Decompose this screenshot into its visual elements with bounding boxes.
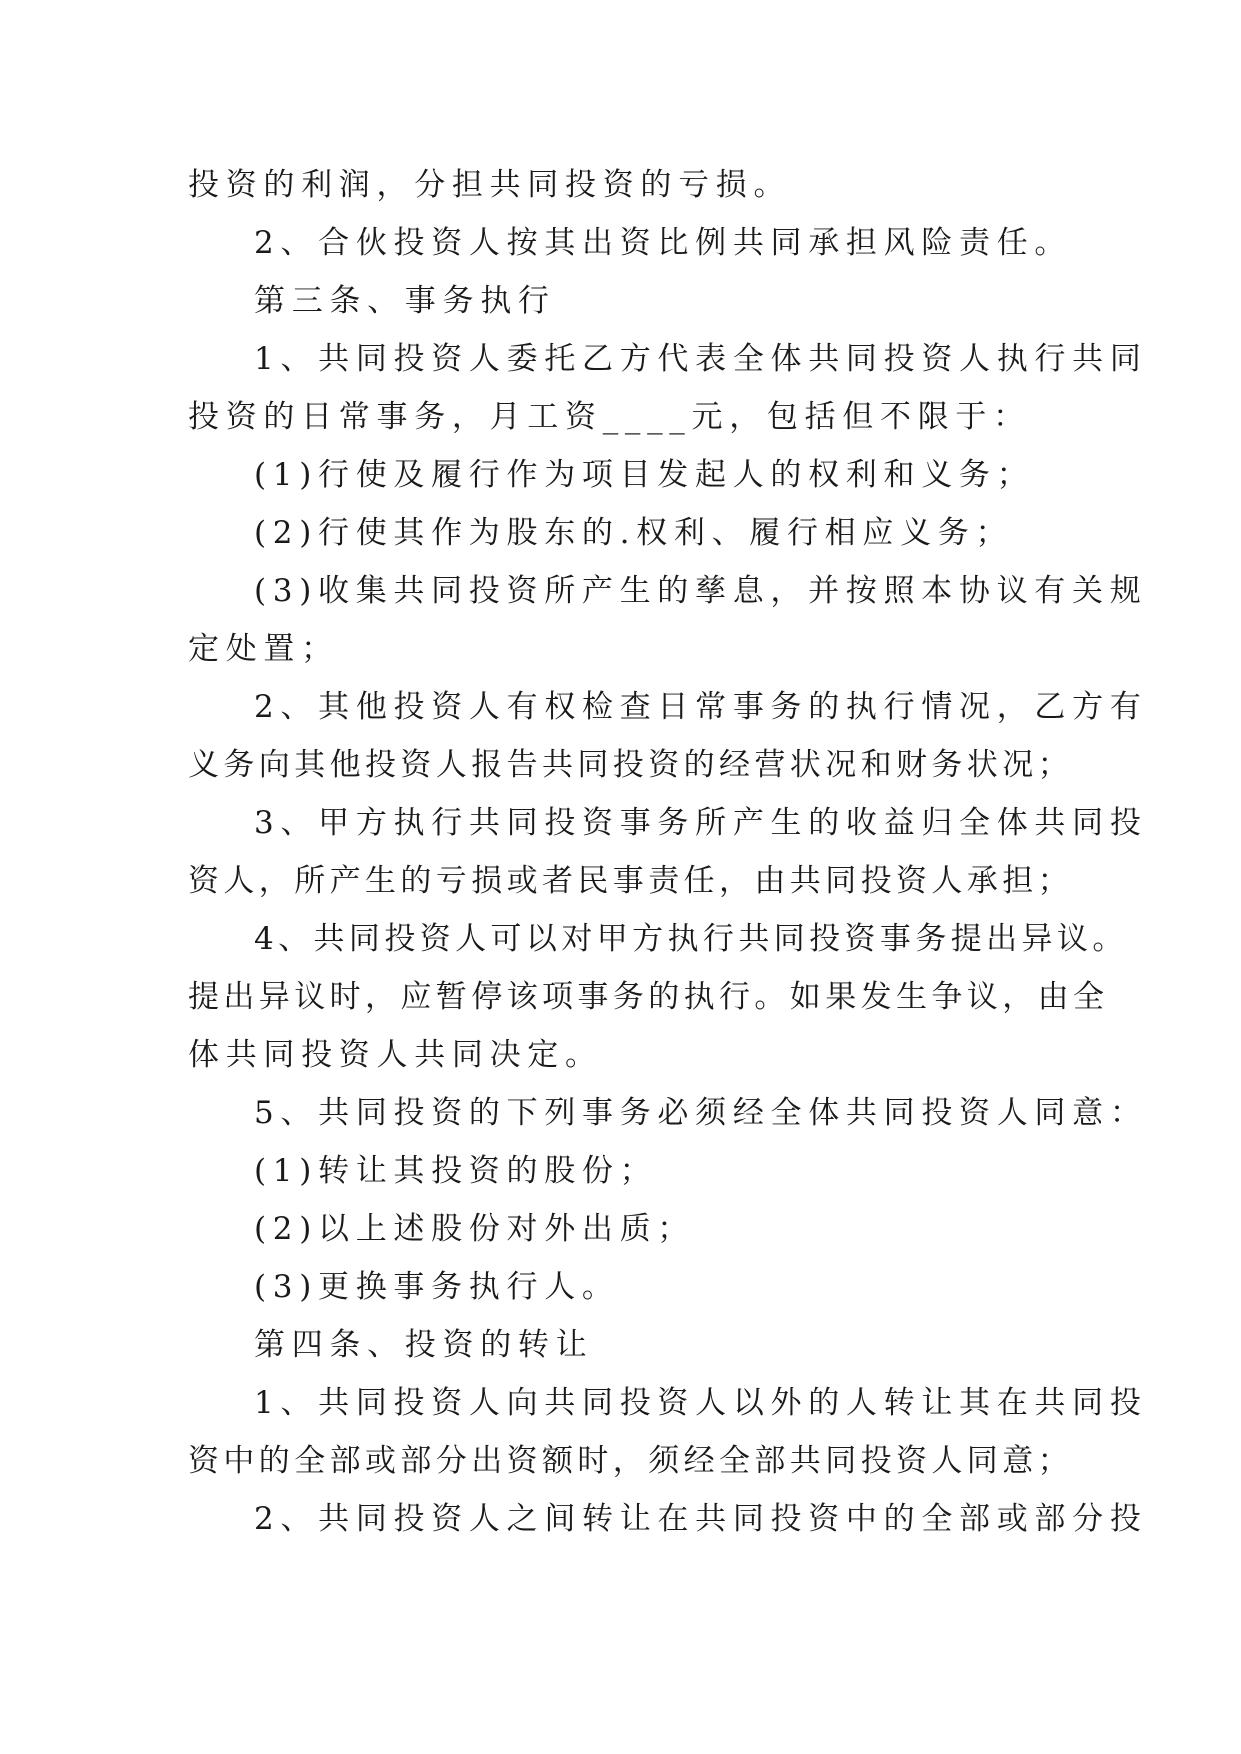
text-line: 义务向其他投资人报告共同投资的经营状况和财务状况； (188, 747, 1073, 783)
text-line: 体共同投资人共同决定。 (188, 1037, 603, 1073)
text-line: 提出异议时，应暂停该项事务的执行。如果发生争议，由全 (188, 979, 1109, 1015)
text-line: 2、其他投资人有权检查日常事务的执行情况，乙方有 (254, 689, 1148, 725)
text-line: (1)转让其投资的股份； (254, 1153, 658, 1189)
text-line: 1、共同投资人委托乙方代表全体共同投资人执行共同 (254, 341, 1148, 377)
text-line: 投资的日常事务，月工资____元，包括但不限于： (188, 399, 1031, 435)
text-line: (2)以上述股份对外出质； (254, 1211, 696, 1247)
document-body (188, 156, 1148, 1548)
text-line: 资中的全部或部分出资额时，须经全部共同投资人同意； (188, 1443, 1073, 1479)
text-line: (1)行使及履行作为项目发起人的权利和义务； (254, 457, 1035, 493)
section-heading: 第三条、事务执行 (254, 283, 556, 319)
text-line: (3)收集共同投资所产生的孳息，并按照本协议有关规 (254, 573, 1148, 609)
text-line: 2、共同投资人之间转让在共同投资中的全部或部分投 (254, 1501, 1148, 1537)
text-line: 投资的利润，分担共同投资的亏损。 (188, 167, 792, 203)
section-heading: 第四条、投资的转让 (254, 1327, 594, 1363)
text-line: 1、共同投资人向共同投资人以外的人转让其在共同投 (254, 1385, 1148, 1421)
text-line: 资人，所产生的亏损或者民事责任，由共同投资人承担； (188, 863, 1073, 899)
text-line: 5、共同投资的下列事务必须经全体共同投资人同意： (254, 1095, 1148, 1131)
text-line: (2)行使其作为股东的.权利、履行相应义务； (254, 515, 1014, 551)
text-line: 定处置； (188, 631, 339, 667)
text-line: 4、共同投资人可以对甲方执行共同投资事务提出异议。 (254, 921, 1128, 957)
text-line: 2、合伙投资人按其出资比例共同承担风险责任。 (254, 225, 1073, 261)
text-line: 3、甲方执行共同投资事务所产生的收益归全体共同投 (254, 805, 1148, 841)
text-line: (3)更换事务执行人。 (254, 1269, 620, 1305)
